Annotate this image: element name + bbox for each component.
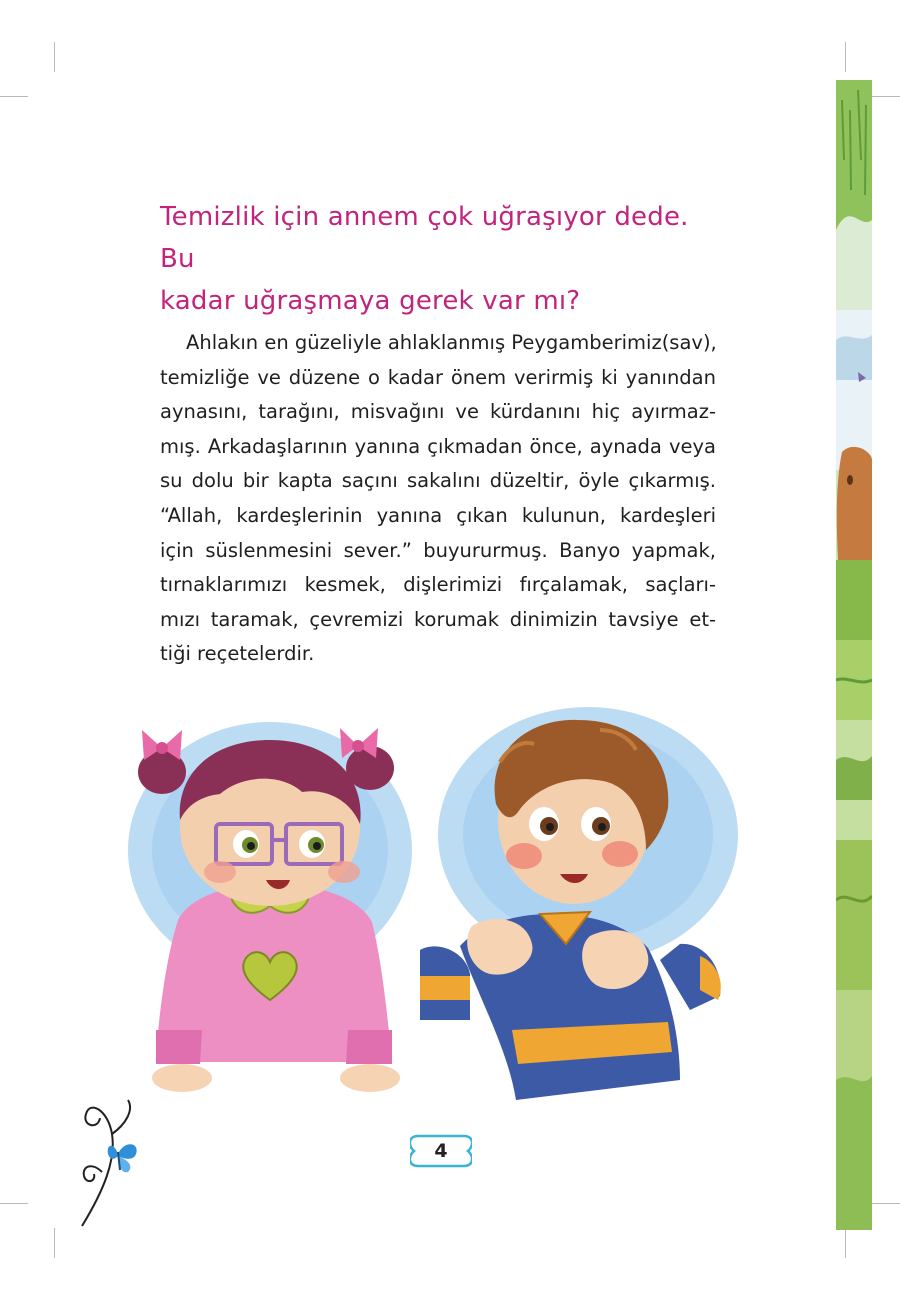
crop-mark-top-right-vertical [845, 42, 846, 72]
page-number: 4 [434, 1140, 448, 1162]
landscape-bleed-strip [836, 80, 872, 1230]
paragraph-line-1: Ahlakın en güzeliyle ahlaklanmış Peygamberimiz(sav), [186, 331, 717, 354]
heading-line-1: Temizlik için annem çok uğraşıyor dede. Bu [160, 202, 689, 274]
page-heading [160, 196, 730, 322]
paragraph-line-10: tiği reçetelerdir. [160, 642, 315, 666]
paragraph-line-5: su dolu bir kapta saçını sakalını düzeltir, öyle çıkarmış. [160, 469, 716, 493]
paragraph-line-9: mızı taramak, çevremizi korumak dinimizin tavsiye et- [160, 607, 716, 631]
paragraph-line-7: için süslenmesini sever.” buyururmuş. Banyo yapmak, [160, 538, 716, 562]
paragraph-line-6: “Allah, kardeşlerinin yanına çıkan kulunun, kardeşleri [160, 503, 716, 527]
paragraph-line-4: mış. Arkadaşlarının yanına çıkmadan önce, aynada veya [160, 434, 716, 458]
body-paragraph [160, 326, 716, 672]
paragraph-line-3: aynasını, tarağını, misvağını ve kürdanını hiç ayırmaz- [160, 400, 716, 424]
crop-mark-bottom-right-horizontal [872, 1203, 900, 1204]
children-illustration [120, 700, 740, 1120]
crop-mark-bottom-right-vertical [845, 1228, 846, 1258]
paragraph-line-8: tırnaklarımızı kesmek, dişlerimizi fırçalamak, saçları- [160, 573, 716, 597]
paragraph-line-2: temizliğe ve düzene o kadar önem verirmiş ki yanından [160, 365, 716, 389]
crop-mark-top-left-vertical [54, 42, 55, 72]
swirl-butterfly-ornament [70, 1070, 150, 1230]
butterfly-icon [108, 1144, 137, 1172]
crop-mark-bottom-left-horizontal [0, 1203, 28, 1204]
crop-mark-top-left-horizontal [0, 96, 28, 97]
heading-line-2: kadar uğraşmaya gerek var mı? [160, 286, 581, 316]
crop-mark-top-right-horizontal [872, 96, 900, 97]
crop-mark-bottom-left-vertical [54, 1228, 55, 1258]
